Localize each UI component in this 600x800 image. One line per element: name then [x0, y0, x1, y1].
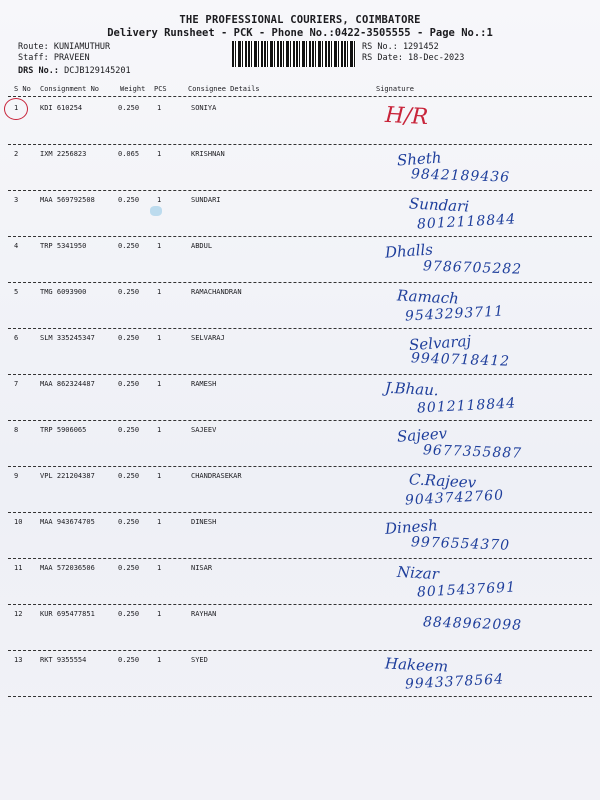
row-consignee: DINESH	[191, 518, 217, 526]
row-divider	[8, 328, 592, 329]
signature-phone: 8848962098	[422, 614, 523, 634]
signature-name: Dhalls	[384, 240, 434, 262]
rs-number: RS No.: 1291452	[362, 42, 439, 52]
signature-name: C.Rajeev	[408, 470, 477, 492]
route-label: Route: KUNIAMUTHUR	[18, 42, 111, 52]
row-consignment: MAA 862324487	[40, 380, 95, 388]
row-consignment: TRP 5341950	[40, 242, 87, 250]
row-consignment: RKT 9355554	[40, 656, 87, 664]
table-row	[0, 656, 600, 702]
row-consignment: TMG 6093900	[40, 288, 87, 296]
row-divider	[8, 420, 592, 421]
table-row	[0, 150, 600, 196]
row-sno: 12	[14, 610, 23, 618]
row-divider	[8, 282, 592, 283]
header-divider	[8, 96, 592, 97]
row-weight: 0.250	[118, 656, 140, 664]
signature-handwriting	[375, 194, 590, 240]
row-sno: 10	[14, 518, 23, 526]
row-consignee: SAJEEV	[191, 426, 217, 434]
runsheet-subtitle: Delivery Runsheet - PCK - Phone No.:0422-3505555 - Page No.:1	[107, 27, 493, 39]
row-consignee: RAMESH	[191, 380, 217, 388]
signature-phone: 8012118844	[416, 395, 517, 417]
signature-name: Sundari	[408, 194, 470, 216]
row-consignee: SUNDARI	[191, 196, 221, 204]
row-sno: 6	[14, 334, 19, 342]
signature-phone: 9943378564	[404, 671, 505, 693]
col-weight: Weight	[120, 85, 146, 93]
row-consignee: NISAR	[191, 564, 213, 572]
row-pcs: 1	[157, 242, 162, 250]
row-sno: 4	[14, 242, 19, 250]
row-weight: 0.250	[118, 564, 140, 572]
row-consignment: MAA 943674705	[40, 518, 95, 526]
table-row	[0, 518, 600, 564]
signature-phone: 9677355887	[422, 442, 523, 462]
staff-label: Staff: PRAVEEN	[18, 53, 90, 63]
row-consignment: SLM 335245347	[40, 334, 95, 342]
row-pcs: 1	[157, 426, 162, 434]
signature-handwriting	[375, 378, 590, 424]
table-row	[0, 610, 600, 656]
row-consignee: RAMACHANDRAN	[191, 288, 242, 296]
row-weight: 0.250	[118, 426, 140, 434]
row-divider	[8, 190, 592, 191]
row-weight: 0.250	[118, 288, 140, 296]
signature-handwriting	[375, 608, 590, 654]
signature-handwriting	[375, 516, 590, 562]
signature-phone: 8015437691	[416, 579, 517, 601]
table-row	[0, 426, 600, 472]
row-consignee: RAYHAN	[191, 610, 217, 618]
drs-number	[18, 66, 131, 76]
row-divider	[8, 558, 592, 559]
row-divider	[8, 512, 592, 513]
barcode	[232, 41, 356, 67]
table-row	[0, 104, 600, 150]
row-sno: 8	[14, 426, 19, 434]
row-consignment: KUR 695477851	[40, 610, 95, 618]
signature-name: Ramach	[396, 286, 460, 308]
row-sno: 13	[14, 656, 23, 664]
table-row	[0, 380, 600, 426]
row-pcs: 1	[157, 196, 162, 204]
row-divider	[8, 604, 592, 605]
col-signature: Signature	[376, 85, 414, 93]
table-row	[0, 196, 600, 242]
row-sno: 7	[14, 380, 19, 388]
row-consignment: MAA 569792508	[40, 196, 95, 204]
row-consignment: MAA 572036506	[40, 564, 95, 572]
signature-phone: 8012118844	[416, 211, 517, 233]
row-sno: 2	[14, 150, 19, 158]
row-consignment: VPL 221204387	[40, 472, 95, 480]
signature-handwriting	[375, 102, 590, 148]
signature-name: Nizar	[396, 562, 440, 584]
col-consignment: Consignment No	[40, 85, 100, 93]
row-pcs: 1	[157, 564, 162, 572]
table-row	[0, 242, 600, 288]
signature-name: Selvaraj	[408, 331, 472, 355]
signature-handwriting	[375, 148, 590, 194]
signature-handwriting	[375, 332, 590, 378]
row-consignment: IXM 2256823	[40, 150, 87, 158]
drs-value: DCJB129145201	[64, 66, 131, 76]
row-consignee: SYED	[191, 656, 208, 664]
row-sno: 9	[14, 472, 19, 480]
signature-phone: 9543293711	[404, 303, 505, 325]
signature-name: H/R	[384, 102, 429, 131]
table-row	[0, 564, 600, 610]
row-consignee: ABDUL	[191, 242, 213, 250]
row-weight: 0.250	[118, 104, 140, 112]
row-sno: 5	[14, 288, 19, 296]
row-consignee: SELVARAJ	[191, 334, 225, 342]
col-sno: S No	[14, 85, 31, 93]
signature-phone: 9940718412	[410, 350, 511, 370]
row-divider	[8, 144, 592, 145]
signature-phone: 9043742760	[404, 487, 505, 509]
drs-label: DRS No.:	[18, 66, 59, 76]
signature-handwriting	[375, 562, 590, 608]
row-divider	[8, 696, 592, 697]
signature-handwriting	[375, 240, 590, 286]
row-pcs: 1	[157, 104, 162, 112]
company-title: THE PROFESSIONAL COURIERS, COIMBATORE	[179, 14, 421, 26]
row-weight: 0.250	[118, 196, 140, 204]
signature-name: Sheth	[396, 148, 443, 170]
signature-name: Hakeem	[384, 654, 449, 676]
row-consignee: CHANDRASEKAR	[191, 472, 242, 480]
row-pcs: 1	[157, 472, 162, 480]
signature-phone: 9976554370	[410, 534, 511, 554]
signature-name: J.Bhau.	[384, 378, 440, 400]
row-divider	[8, 236, 592, 237]
row-sno: 3	[14, 196, 19, 204]
row-consignment: KDI 610254	[40, 104, 83, 112]
row-weight: 0.065	[118, 150, 140, 158]
signature-handwriting	[375, 424, 590, 470]
table-row	[0, 472, 600, 518]
row-pcs: 1	[157, 656, 162, 664]
row-pcs: 1	[157, 334, 162, 342]
row-weight: 0.250	[118, 472, 140, 480]
row-weight: 0.250	[118, 610, 140, 618]
row-consignee: KRISHNAN	[191, 150, 225, 158]
table-row	[0, 288, 600, 334]
row-pcs: 1	[157, 518, 162, 526]
signature-handwriting	[375, 470, 590, 516]
col-pcs: PCS	[154, 85, 167, 93]
row-divider	[8, 466, 592, 467]
row-divider	[8, 374, 592, 375]
row-pcs: 1	[157, 150, 162, 158]
signature-phone: 9842189436	[410, 166, 511, 186]
table-row	[0, 331, 600, 380]
signature-name: Sajeev	[396, 424, 448, 446]
row-weight: 0.250	[118, 242, 140, 250]
row-weight: 0.250	[118, 334, 140, 342]
rs-date: RS Date: 18-Dec-2023	[362, 53, 465, 63]
row-consignee: SONIYA	[191, 104, 217, 112]
row-weight: 0.250	[118, 518, 140, 526]
col-consignee: Consignee Details	[188, 85, 260, 93]
signature-handwriting	[375, 654, 590, 700]
signature-name: Dinesh	[384, 516, 439, 538]
row-pcs: 1	[157, 288, 162, 296]
row-consignment: TRP 5906065	[40, 426, 87, 434]
row-sno: 11	[14, 564, 23, 572]
row-pcs: 1	[157, 380, 162, 388]
signature-handwriting	[375, 286, 590, 332]
row-pcs: 1	[157, 610, 162, 618]
signature-phone: 9786705282	[422, 258, 523, 278]
row-weight: 0.250	[118, 380, 140, 388]
row-divider	[8, 650, 592, 651]
row-sno: 1	[14, 104, 19, 112]
